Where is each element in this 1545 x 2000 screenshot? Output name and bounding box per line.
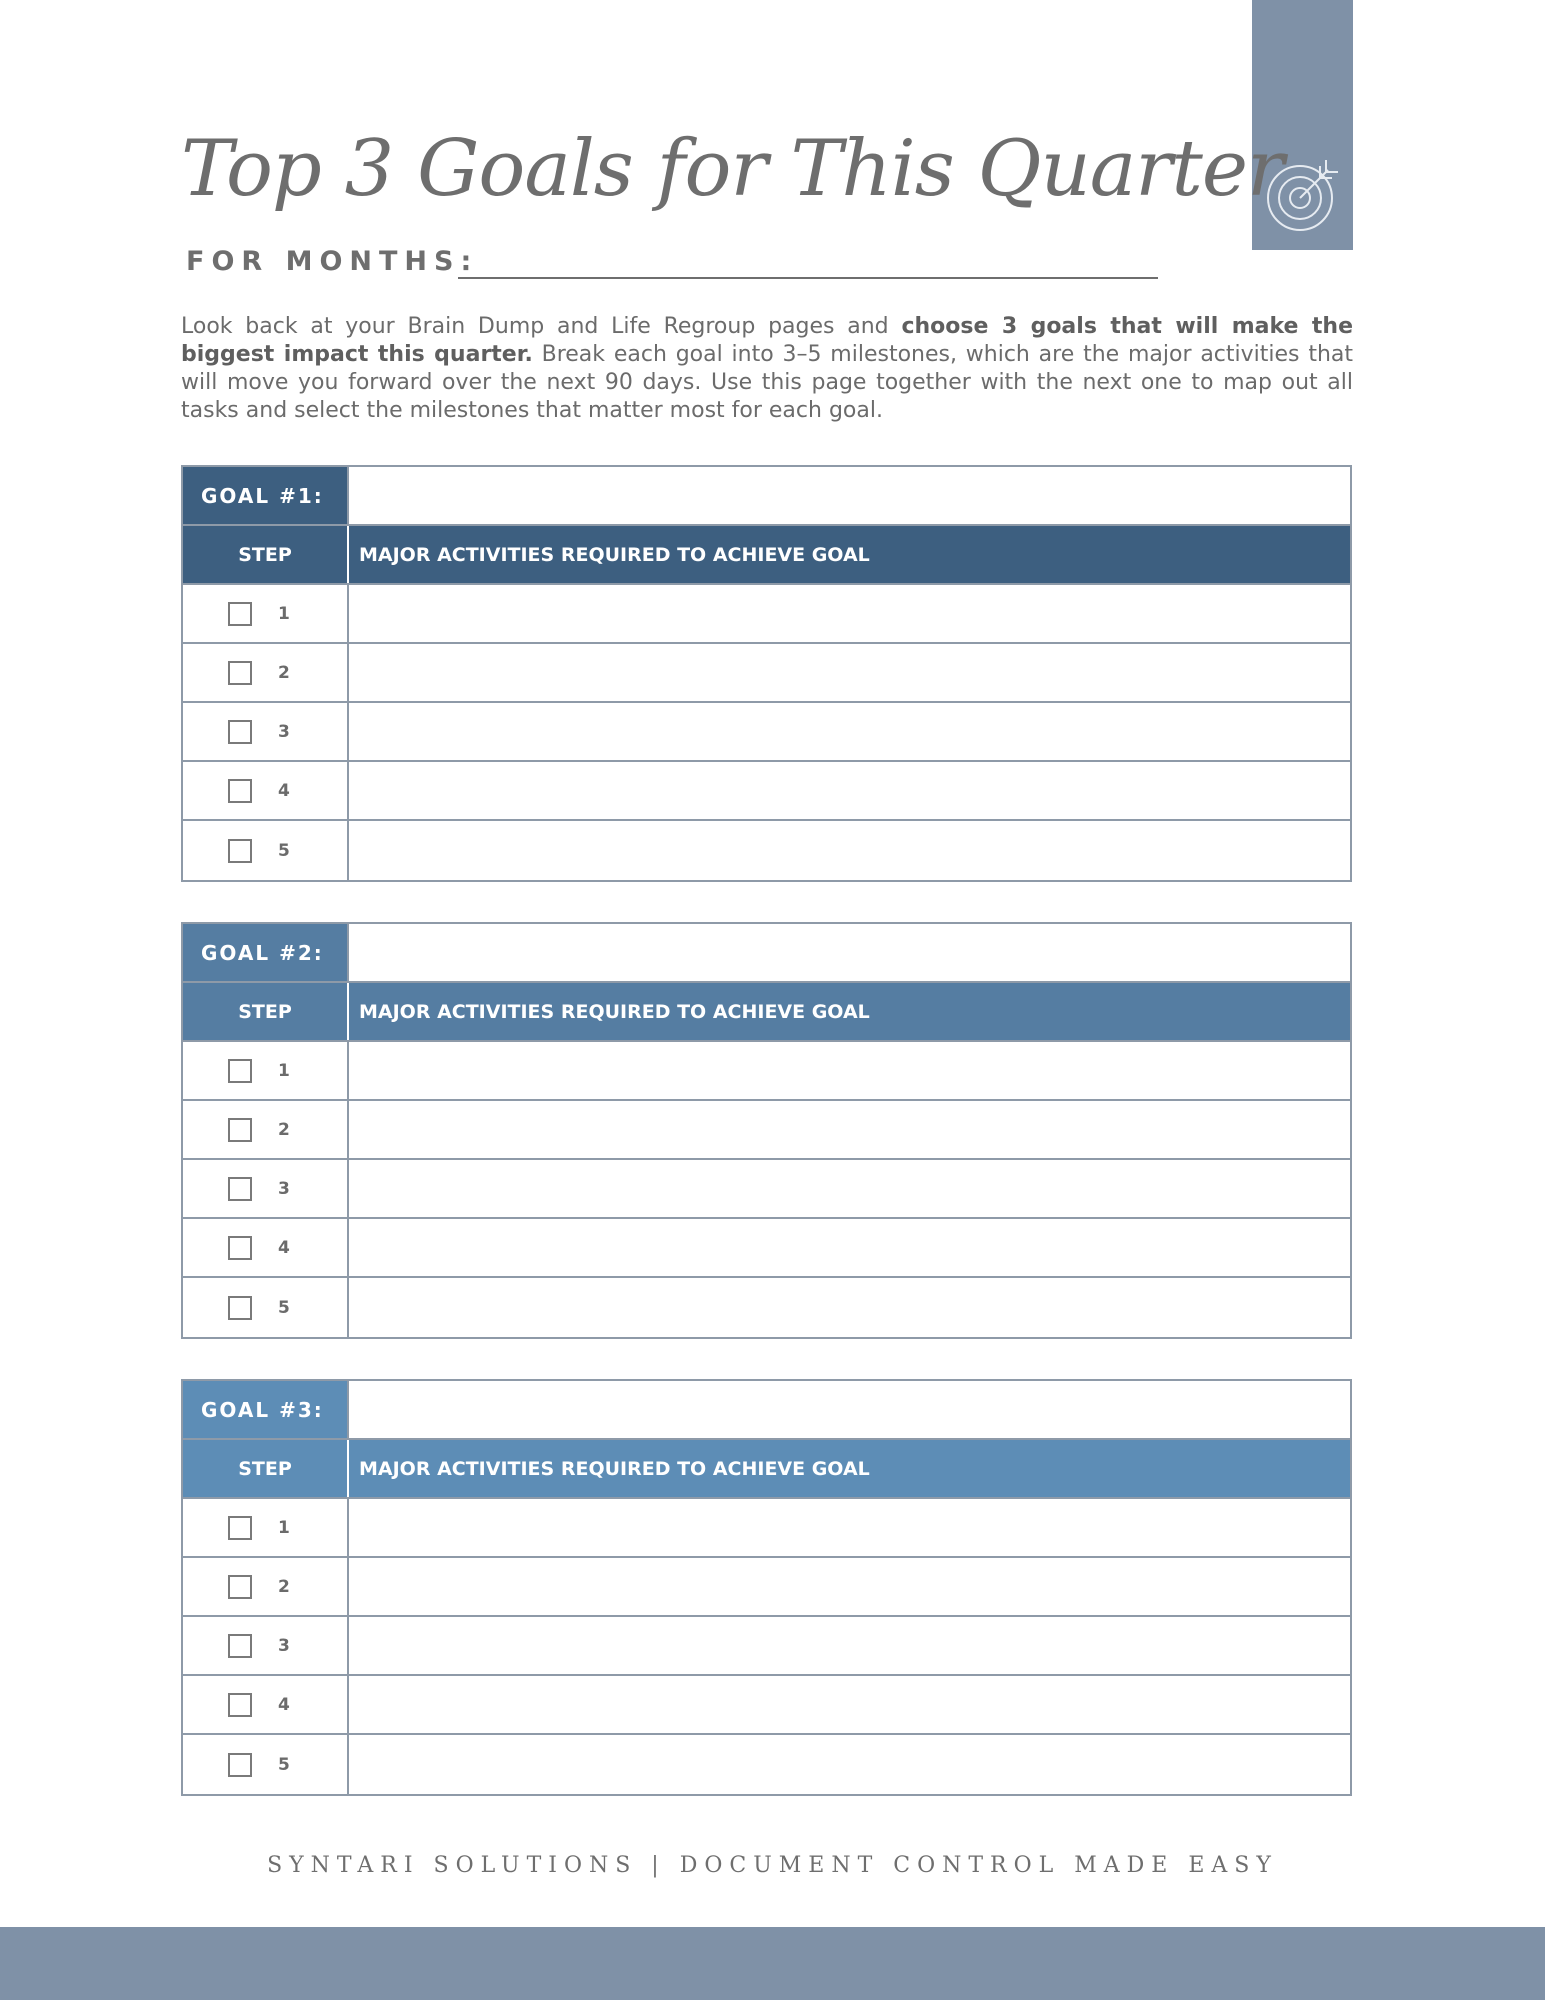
activity-input[interactable] bbox=[349, 1160, 1350, 1217]
table-row bbox=[183, 1499, 1350, 1558]
step-number: 5 bbox=[278, 840, 290, 861]
activity-input[interactable] bbox=[349, 1558, 1350, 1615]
table-row bbox=[183, 1278, 1350, 1337]
activities-header: MAJOR ACTIVITIES REQUIRED TO ACHIEVE GOAL bbox=[359, 1000, 870, 1023]
goal-3-header-row bbox=[183, 1440, 1350, 1499]
step-number: 1 bbox=[278, 1517, 290, 1538]
goal-2-table bbox=[181, 922, 1352, 1339]
activities-header: MAJOR ACTIVITIES REQUIRED TO ACHIEVE GOAL bbox=[359, 1457, 870, 1480]
step-header: STEP bbox=[238, 1000, 292, 1023]
months-input-line[interactable] bbox=[458, 277, 1158, 279]
step-number: 3 bbox=[278, 721, 290, 742]
step-checkbox[interactable] bbox=[228, 1575, 252, 1599]
activity-input[interactable] bbox=[349, 1735, 1350, 1794]
intro-paragraph bbox=[181, 313, 1353, 425]
step-number: 3 bbox=[278, 1178, 290, 1199]
activity-input[interactable] bbox=[349, 1101, 1350, 1158]
footer-tagline: SYNTARI SOLUTIONS | DOCUMENT CONTROL MADE EASY bbox=[267, 1853, 1278, 1878]
step-checkbox[interactable] bbox=[228, 1296, 252, 1320]
step-checkbox[interactable] bbox=[228, 779, 252, 803]
goal-1-table bbox=[181, 465, 1352, 882]
table-row bbox=[183, 1160, 1350, 1219]
activity-input[interactable] bbox=[349, 1676, 1350, 1733]
table-row bbox=[183, 1219, 1350, 1278]
step-number: 1 bbox=[278, 603, 290, 624]
page-title: Top 3 Goals for This Quarter bbox=[181, 124, 1284, 214]
step-number: 4 bbox=[278, 780, 290, 801]
table-row bbox=[183, 821, 1350, 880]
table-row bbox=[183, 644, 1350, 703]
step-number: 3 bbox=[278, 1635, 290, 1656]
goal-3-table bbox=[181, 1379, 1352, 1796]
step-number: 2 bbox=[278, 1119, 290, 1140]
activity-input[interactable] bbox=[349, 1219, 1350, 1276]
step-checkbox[interactable] bbox=[228, 1059, 252, 1083]
footer-bar bbox=[0, 1927, 1545, 2000]
activity-input[interactable] bbox=[349, 644, 1350, 701]
table-row bbox=[183, 1735, 1350, 1794]
goal-1-title-row bbox=[183, 467, 1350, 526]
step-checkbox[interactable] bbox=[228, 1634, 252, 1658]
step-checkbox[interactable] bbox=[228, 602, 252, 626]
goal-3-title-row bbox=[183, 1381, 1350, 1440]
activity-input[interactable] bbox=[349, 703, 1350, 760]
step-checkbox[interactable] bbox=[228, 839, 252, 863]
intro-text-1: Look back at your Brain Dump and Life Regroup pages and bbox=[181, 314, 902, 339]
step-number: 4 bbox=[278, 1694, 290, 1715]
step-number: 4 bbox=[278, 1237, 290, 1258]
step-number: 2 bbox=[278, 1576, 290, 1597]
step-checkbox[interactable] bbox=[228, 661, 252, 685]
activity-input[interactable] bbox=[349, 1499, 1350, 1556]
goal-1-header-row bbox=[183, 526, 1350, 585]
table-row bbox=[183, 1558, 1350, 1617]
activity-input[interactable] bbox=[349, 821, 1350, 880]
activity-input[interactable] bbox=[349, 1042, 1350, 1099]
step-header: STEP bbox=[238, 1457, 292, 1480]
goal-2-input[interactable] bbox=[349, 924, 1350, 981]
activity-input[interactable] bbox=[349, 1278, 1350, 1337]
table-row bbox=[183, 703, 1350, 762]
step-checkbox[interactable] bbox=[228, 1236, 252, 1260]
goal-3-label: GOAL #3: bbox=[201, 1397, 324, 1422]
goal-2-header-row bbox=[183, 983, 1350, 1042]
step-number: 1 bbox=[278, 1060, 290, 1081]
table-row bbox=[183, 1042, 1350, 1101]
table-row bbox=[183, 1617, 1350, 1676]
step-header: STEP bbox=[238, 543, 292, 566]
table-row bbox=[183, 1101, 1350, 1160]
activity-input[interactable] bbox=[349, 585, 1350, 642]
table-row bbox=[183, 1676, 1350, 1735]
activity-input[interactable] bbox=[349, 1617, 1350, 1674]
table-row bbox=[183, 585, 1350, 644]
intro-text-2: Break each goal into 3–5 milestones, which are the major activities that will move you forward over the next 90 days. Use this page together with the next one to map out all tasks and select the milestones that matter most for each goal. bbox=[181, 342, 1353, 423]
step-checkbox[interactable] bbox=[228, 1693, 252, 1717]
step-checkbox[interactable] bbox=[228, 1118, 252, 1142]
step-checkbox[interactable] bbox=[228, 1177, 252, 1201]
step-number: 5 bbox=[278, 1297, 290, 1318]
step-checkbox[interactable] bbox=[228, 1516, 252, 1540]
activities-header: MAJOR ACTIVITIES REQUIRED TO ACHIEVE GOAL bbox=[359, 543, 870, 566]
activity-input[interactable] bbox=[349, 762, 1350, 819]
intro-bold-text: choose 3 goals that will make the biggest impact this quarter. bbox=[181, 314, 1353, 367]
step-checkbox[interactable] bbox=[228, 1753, 252, 1777]
step-checkbox[interactable] bbox=[228, 720, 252, 744]
goal-3-input[interactable] bbox=[349, 1381, 1350, 1438]
goal-1-input[interactable] bbox=[349, 467, 1350, 524]
goal-2-label: GOAL #2: bbox=[201, 940, 324, 965]
table-row bbox=[183, 762, 1350, 821]
goal-2-title-row bbox=[183, 924, 1350, 983]
goal-1-label: GOAL #1: bbox=[201, 483, 324, 508]
months-label: FOR MONTHS: bbox=[186, 246, 479, 277]
step-number: 5 bbox=[278, 1754, 290, 1775]
step-number: 2 bbox=[278, 662, 290, 683]
